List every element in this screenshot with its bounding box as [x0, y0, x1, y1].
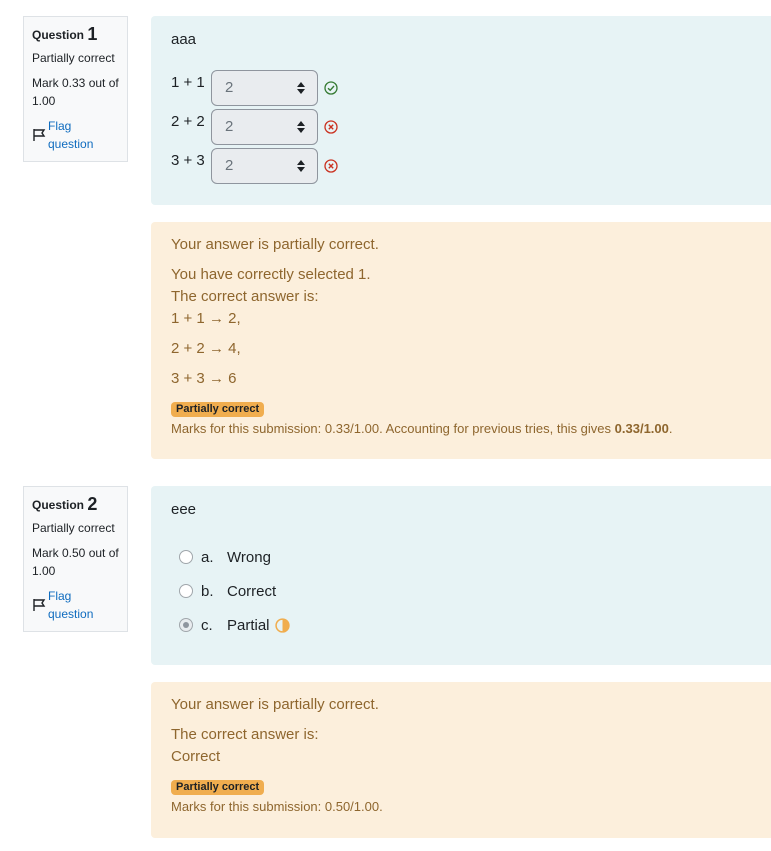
option-letter: c. [201, 616, 213, 634]
match-prompt: 1 + 1 [171, 74, 205, 91]
question-text: eee [171, 501, 197, 518]
option-label: Partial [227, 616, 270, 634]
question-2-info [23, 486, 128, 632]
half-circle-icon [275, 618, 290, 633]
cross-circle-icon [324, 159, 338, 173]
correct-answer-value: Correct [171, 748, 221, 765]
select-arrows-icon [297, 121, 305, 133]
check-circle-icon [324, 81, 338, 95]
cross-circle-icon [324, 120, 338, 134]
select-arrows-icon [297, 160, 305, 172]
match-select[interactable]: 2 [211, 148, 318, 184]
question-1-feedback [151, 222, 771, 459]
flag-question-link[interactable]: Flag question [32, 117, 119, 153]
radio-button-checked[interactable] [179, 618, 193, 632]
answer-option[interactable] [171, 540, 751, 574]
question-state: Partially correct [32, 51, 115, 65]
match-row [171, 107, 751, 146]
match-row [171, 68, 751, 107]
match-prompt: 3 + 3 [171, 152, 205, 169]
select-arrows-icon [297, 82, 305, 94]
feedback-selected-note: You have correctly selected 1. [171, 266, 371, 283]
question-number: Question 1 [32, 24, 98, 44]
flag-question-link[interactable]: Flag question [32, 587, 119, 623]
radio-button[interactable] [179, 550, 193, 564]
flag-icon [32, 128, 46, 142]
status-badge: Partially correct [171, 402, 264, 417]
correct-answer-line: 3 + 3 → 6 [171, 370, 237, 387]
question-grade: Mark 0.33 out of 1.00 [32, 76, 119, 108]
option-label: Wrong [227, 548, 271, 566]
match-select[interactable]: 2 [211, 109, 318, 145]
question-grade: Mark 0.50 out of 1.00 [32, 546, 119, 578]
correct-answer-line: 1 + 1 → 2, [171, 310, 241, 327]
question-2-formulation [151, 486, 771, 665]
marks-summary: Marks for this submission: 0.33/1.00. Accounting for previous tries, this gives 0.33/1.00. [171, 421, 673, 436]
match-row [171, 146, 751, 185]
marks-summary: Marks for this submission: 0.50/1.00. [171, 799, 383, 814]
radio-button[interactable] [179, 584, 193, 598]
answer-option[interactable] [171, 574, 751, 608]
feedback-correct-intro: The correct answer is: [171, 726, 319, 743]
match-select[interactable]: 2 [211, 70, 318, 106]
question-text: aaa [171, 31, 197, 48]
status-badge: Partially correct [171, 780, 264, 795]
option-label: Correct [227, 582, 277, 600]
option-letter: a. [201, 548, 214, 566]
feedback-summary: Your answer is partially correct. [171, 236, 379, 253]
flag-icon [32, 598, 46, 612]
feedback-correct-intro: The correct answer is: [171, 288, 319, 305]
question-1-info [23, 16, 128, 162]
question-state: Partially correct [32, 521, 115, 535]
answer-option[interactable] [171, 608, 751, 642]
question-1-formulation [151, 16, 771, 205]
match-prompt: 2 + 2 [171, 113, 205, 130]
question-2-feedback [151, 682, 771, 838]
option-letter: b. [201, 582, 214, 600]
feedback-summary: Your answer is partially correct. [171, 696, 379, 713]
correct-answer-line: 2 + 2 → 4, [171, 340, 241, 357]
question-number: Question 2 [32, 494, 98, 514]
